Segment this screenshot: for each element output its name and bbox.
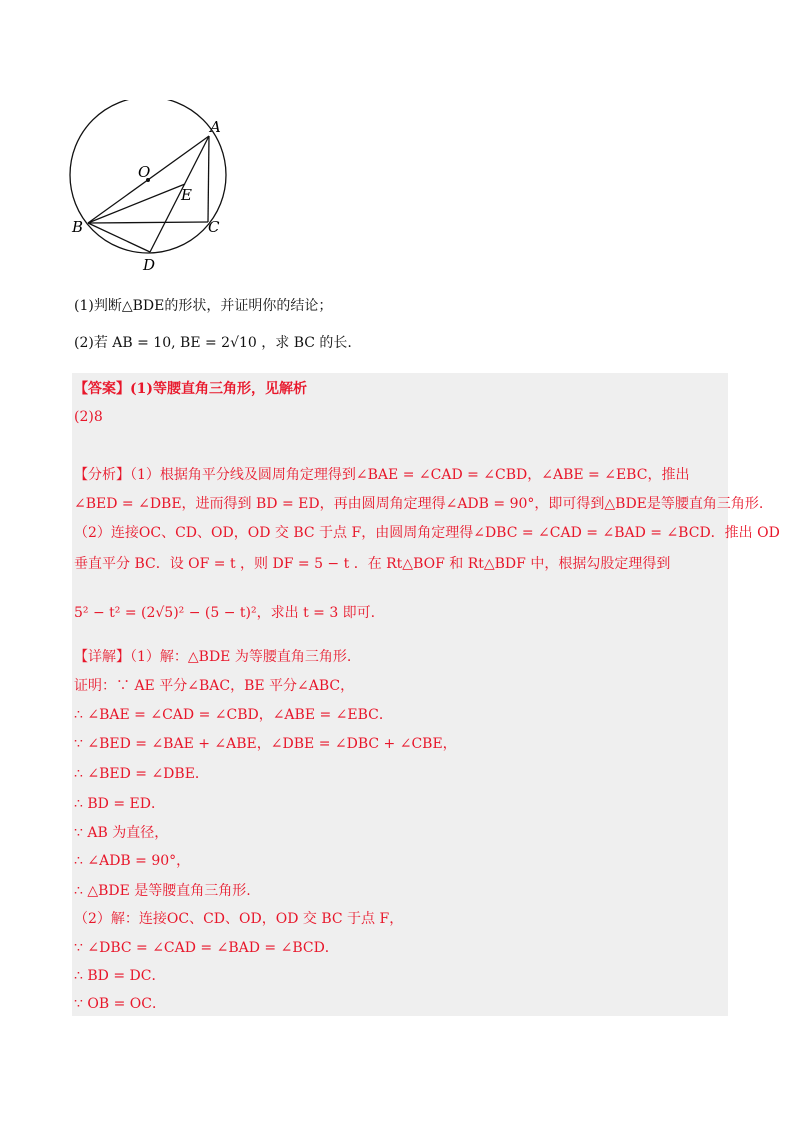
label-o: O: [138, 163, 151, 181]
analysis-line-3: （2）连接OC、CD、OD，OD 交 BC 于点 F，由圆周角定理得∠DBC = ∠CAD = ∠BAD = ∠BCD．推出 OD: [74, 525, 780, 541]
detail-line-1: 【详解】（1）解：△BDE 为等腰直角三角形.: [74, 649, 352, 665]
analysis-line-5: 5² − t² = (2√5)² − (5 − t)²，求出 t = 3 即可.: [74, 605, 376, 621]
detail-line-5: ∴ ∠BED = ∠DBE．: [74, 766, 209, 782]
question-1: (1)判断△BDE的形状，并证明你的结论；: [74, 298, 333, 314]
answer-line-2: (2)8: [74, 409, 103, 425]
geometry-figure: [60, 100, 260, 280]
label-a: A: [210, 118, 221, 136]
question-2: (2)若 AB = 10, BE = 2√10 ，求 BC 的长.: [74, 335, 352, 351]
analysis-line-4: 垂直平分 BC．设 OF = t ，则 DF = 5 − t ．在 Rt△BOF 和 Rt△BDF 中，根据勾股定理得到: [74, 556, 671, 572]
detail-line-12: ∴ BD = DC．: [74, 968, 166, 984]
analysis-line-2: ∠BED = ∠DBE，进而得到 BD = ED，再由圆周角定理得∠ADB = 90°，即可得到△BDE是等腰直角三角形.: [74, 496, 764, 512]
detail-line-2: 证明：∵ AE 平分∠BAC，BE 平分∠ABC，: [74, 678, 355, 694]
detail-line-8: ∴ ∠ADB = 90°，: [74, 853, 191, 869]
detail-line-11: ∵ ∠DBC = ∠CAD = ∠BAD = ∠BCD．: [74, 940, 339, 956]
detail-line-13: ∵ OB = OC．: [74, 996, 166, 1012]
segment-be: [88, 184, 185, 223]
detail-line-9: ∴ △BDE 是等腰直角三角形.: [74, 883, 251, 899]
segment-bc: [88, 222, 208, 223]
detail-line-6: ∴ BD = ED．: [74, 796, 165, 812]
segment-ac: [208, 136, 209, 222]
label-b: B: [72, 218, 84, 236]
label-c: C: [208, 218, 220, 236]
detail-line-10: （2）解：连接OC、CD、OD，OD 交 BC 于点 F，: [74, 911, 404, 927]
detail-line-7: ∵ AB 为直径，: [74, 825, 169, 841]
label-d: D: [143, 256, 156, 274]
analysis-line-1: 【分析】（1）根据角平分线及圆周角定理得到∠BAE = ∠CAD = ∠CBD，∠ABE = ∠EBC，推出: [74, 467, 690, 483]
answer-line-1: 【答案】(1)等腰直角三角形，见解析: [74, 381, 307, 397]
label-e: E: [181, 186, 192, 204]
detail-line-4: ∵ ∠BED = ∠BAE + ∠ABE，∠DBE = ∠DBC + ∠CBE，: [74, 736, 457, 752]
detail-line-3: ∴ ∠BAE = ∠CAD = ∠CBD，∠ABE = ∠EBC．: [74, 707, 393, 723]
